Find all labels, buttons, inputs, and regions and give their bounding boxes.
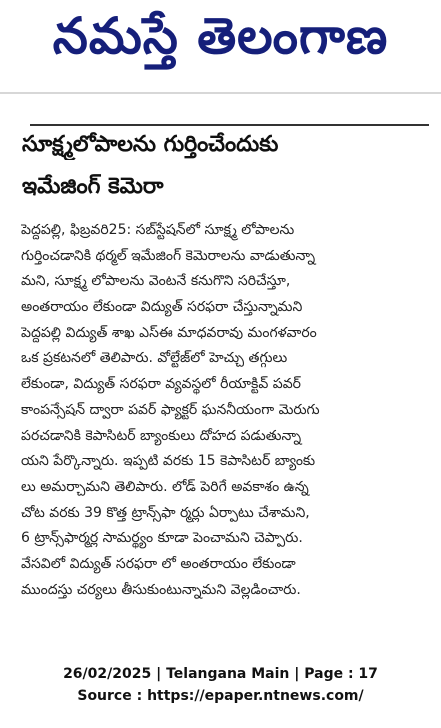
article-line: పెద్దపల్లి, ఫిబ్రవరి25: సబ్‌స్టేషన్‌లో సూక్ష్మ లోపాలను: [21, 222, 295, 238]
article-line: ఒక ప్రకటనలో తెలిపారు. వోల్టేజ్‌లో హెచ్చు తగ్గులు: [21, 350, 288, 367]
article-line: గుర్తించడానికి థర్మల్ ఇమేజింగ్ కెమెరాలను వాడుతున్నా: [21, 247, 316, 264]
masthead-title: నమస్తే తెలంగాణ: [52, 6, 389, 65]
article-line: ముందస్తు చర్యలు తీసుకుంటున్నామని వెల్లడించారు.: [21, 581, 301, 598]
article-line: యని పేర్కొన్నారు. ఇప్పటి వరకు 15 కెపాసిటర్ బ్యాంకు: [21, 453, 316, 470]
article-line: 6 ట్రాన్స్‌ఫార్మర్ల సామర్థ్యం కూడా పెంచామని చెప్పారు.: [21, 530, 303, 547]
headline-line-2: ఇమేజింగ్ కెమెరా: [22, 174, 164, 199]
article-line: లేకుండా, విద్యుత్ సరఫరా వ్యవస్థలో రీయాక్టివ్ పవర్: [21, 376, 301, 393]
article-line: మని, సూక్ష్మ లోపాలను వెంటనే కనుగొని సరిచేస్తూ,: [21, 273, 291, 290]
header-divider: [0, 92, 441, 94]
article-line: పరచడానికి కెపాసిటర్ బ్యాంకులు దోహద పడుతున్నా: [21, 427, 302, 444]
article-line: కాంపన్సేషన్ ద్వారా పవర్ ఫ్యాక్టర్ ఘననీయంగా మెరుగు: [21, 401, 320, 418]
article-line: లు అమర్చామని తెలిపారు. లోడ్ పెరిగే అవకాశం ఉన్న: [21, 478, 309, 495]
article-line: పెద్దపల్లి విద్యుత్ శాఖ ఎస్ఈ మాధవరావు మంగళవారం: [21, 324, 317, 341]
article-line: వేసవిలో విద్యుత్ సరఫరా లో అంతరాయం లేకుండా: [21, 555, 296, 572]
newspaper-masthead: [12, 6, 429, 78]
article-line: అంతరాయం లేకుండా విద్యుత్ సరఫరా చేస్తున్నామని: [21, 299, 303, 316]
header-strip: [0, 92, 441, 104]
article-body: [21, 218, 423, 603]
headline-line-1: సూక్ష్మలోపాలను గుర్తించేందుకు: [22, 132, 279, 157]
article-line: చోట వరకు 39 కొత్త ట్రాన్స్‌ఫా ర్మర్లు ఏర్పాటు చేశామని,: [21, 504, 310, 521]
page-footer: [0, 663, 441, 707]
footer-date-page: 26/02/2025 | Telangana Main | Page : 17: [63, 666, 378, 682]
footer-source: Source : https://epaper.ntnews.com/: [77, 688, 364, 704]
headline-rule: [30, 124, 429, 126]
